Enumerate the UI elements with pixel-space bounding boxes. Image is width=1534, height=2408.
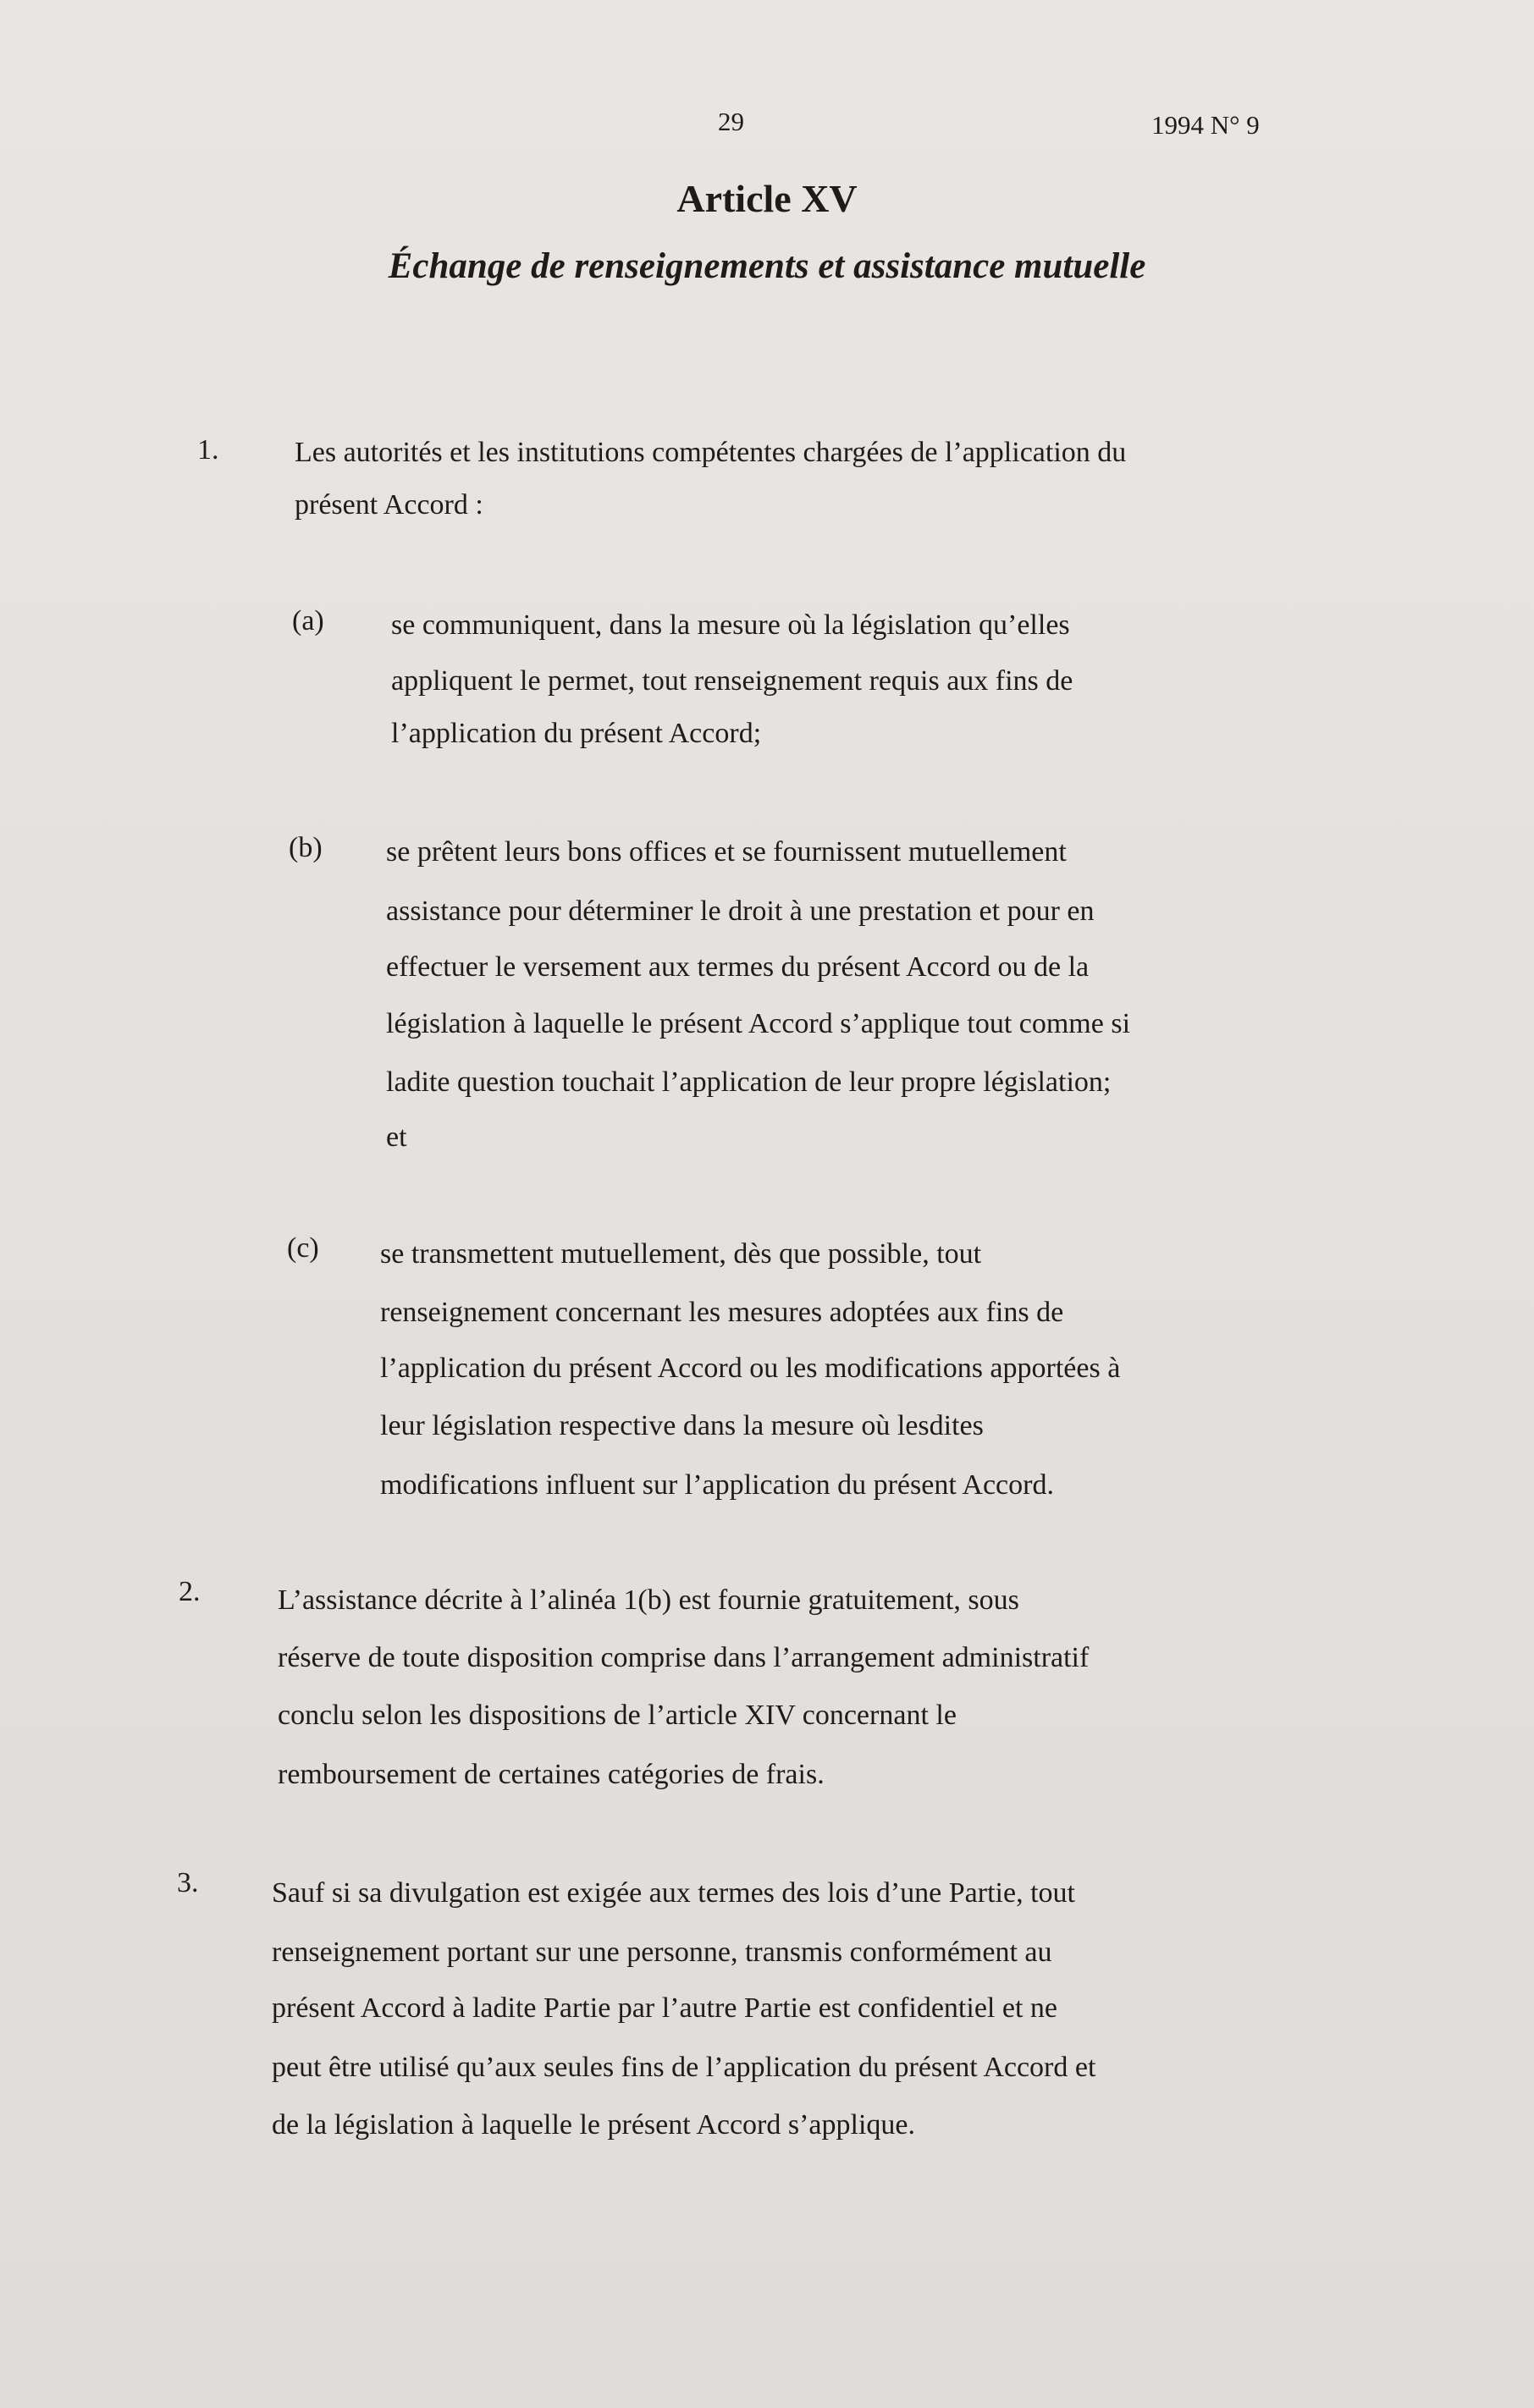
- paragraph-line: conclu selon les dispositions de l’article XIV concernant le: [278, 1700, 957, 1731]
- paragraph-number: 3.: [177, 1867, 199, 1898]
- subitem-label: (c): [287, 1232, 319, 1264]
- paragraph-number: 1.: [197, 434, 219, 466]
- subitem-line: l’application du présent Accord;: [391, 718, 762, 749]
- subitem-line: ladite question touchait l’application de leur propre législation;: [386, 1066, 1112, 1098]
- paragraph-line: présent Accord à ladite Partie par l’autre Partie est confidentiel et ne: [272, 1992, 1057, 2024]
- paragraph-line: peut être utilisé qu’aux seules fins de l’application du présent Accord et: [272, 2052, 1096, 2083]
- subitem-line: appliquent le permet, tout renseignement requis aux fins de: [391, 665, 1073, 697]
- subitem-line: effectuer le versement aux termes du présent Accord ou de la: [386, 951, 1090, 983]
- subitem-line: législation à laquelle le présent Accord s’applique tout comme si: [386, 1008, 1131, 1039]
- paragraph-line: L’assistance décrite à l’alinéa 1(b) est fournie gratuitement, sous: [278, 1584, 1019, 1616]
- page-number: 29: [718, 107, 744, 136]
- article-title: Article XV: [676, 177, 858, 220]
- subitem-line: se prêtent leurs bons offices et se fournissent mutuellement: [386, 836, 1067, 868]
- subitem-line: et: [386, 1121, 407, 1153]
- subitem-line: se communiquent, dans la mesure où la législation qu’elles: [391, 609, 1070, 641]
- subitem-line: leur législation respective dans la mesure où lesdites: [380, 1410, 984, 1441]
- subitem-line: se transmettent mutuellement, dès que possible, tout: [380, 1238, 982, 1270]
- paragraph-line: remboursement de certaines catégories de frais.: [278, 1759, 825, 1790]
- paragraph-number: 2.: [179, 1576, 201, 1607]
- paragraph-line: renseignement portant sur une personne, transmis conformément au: [272, 1937, 1052, 1968]
- paragraph-line: réserve de toute disposition comprise dans l’arrangement administratif: [278, 1642, 1090, 1673]
- paragraph-line: Les autorités et les institutions compétentes chargées de l’application du: [295, 437, 1127, 468]
- subitem-line: renseignement concernant les mesures adoptées aux fins de: [380, 1297, 1064, 1328]
- article-subtitle: Échange de renseignements et assistance mutuelle: [388, 246, 1146, 286]
- subitem-line: modifications influent sur l’application du présent Accord.: [380, 1469, 1054, 1501]
- paragraph-line: Sauf si sa divulgation est exigée aux termes des lois d’une Partie, tout: [272, 1877, 1075, 1909]
- treaty-number: 1994 N° 9: [1151, 110, 1260, 140]
- paragraph-line: présent Accord :: [295, 489, 483, 521]
- subitem-line: assistance pour déterminer le droit à une prestation et pour en: [386, 895, 1095, 927]
- subitem-line: l’application du présent Accord ou les modifications apportées à: [380, 1353, 1121, 1384]
- paragraph-line: de la législation à laquelle le présent Accord s’applique.: [272, 2109, 916, 2141]
- subitem-label: (b): [289, 832, 323, 863]
- subitem-label: (a): [292, 605, 324, 636]
